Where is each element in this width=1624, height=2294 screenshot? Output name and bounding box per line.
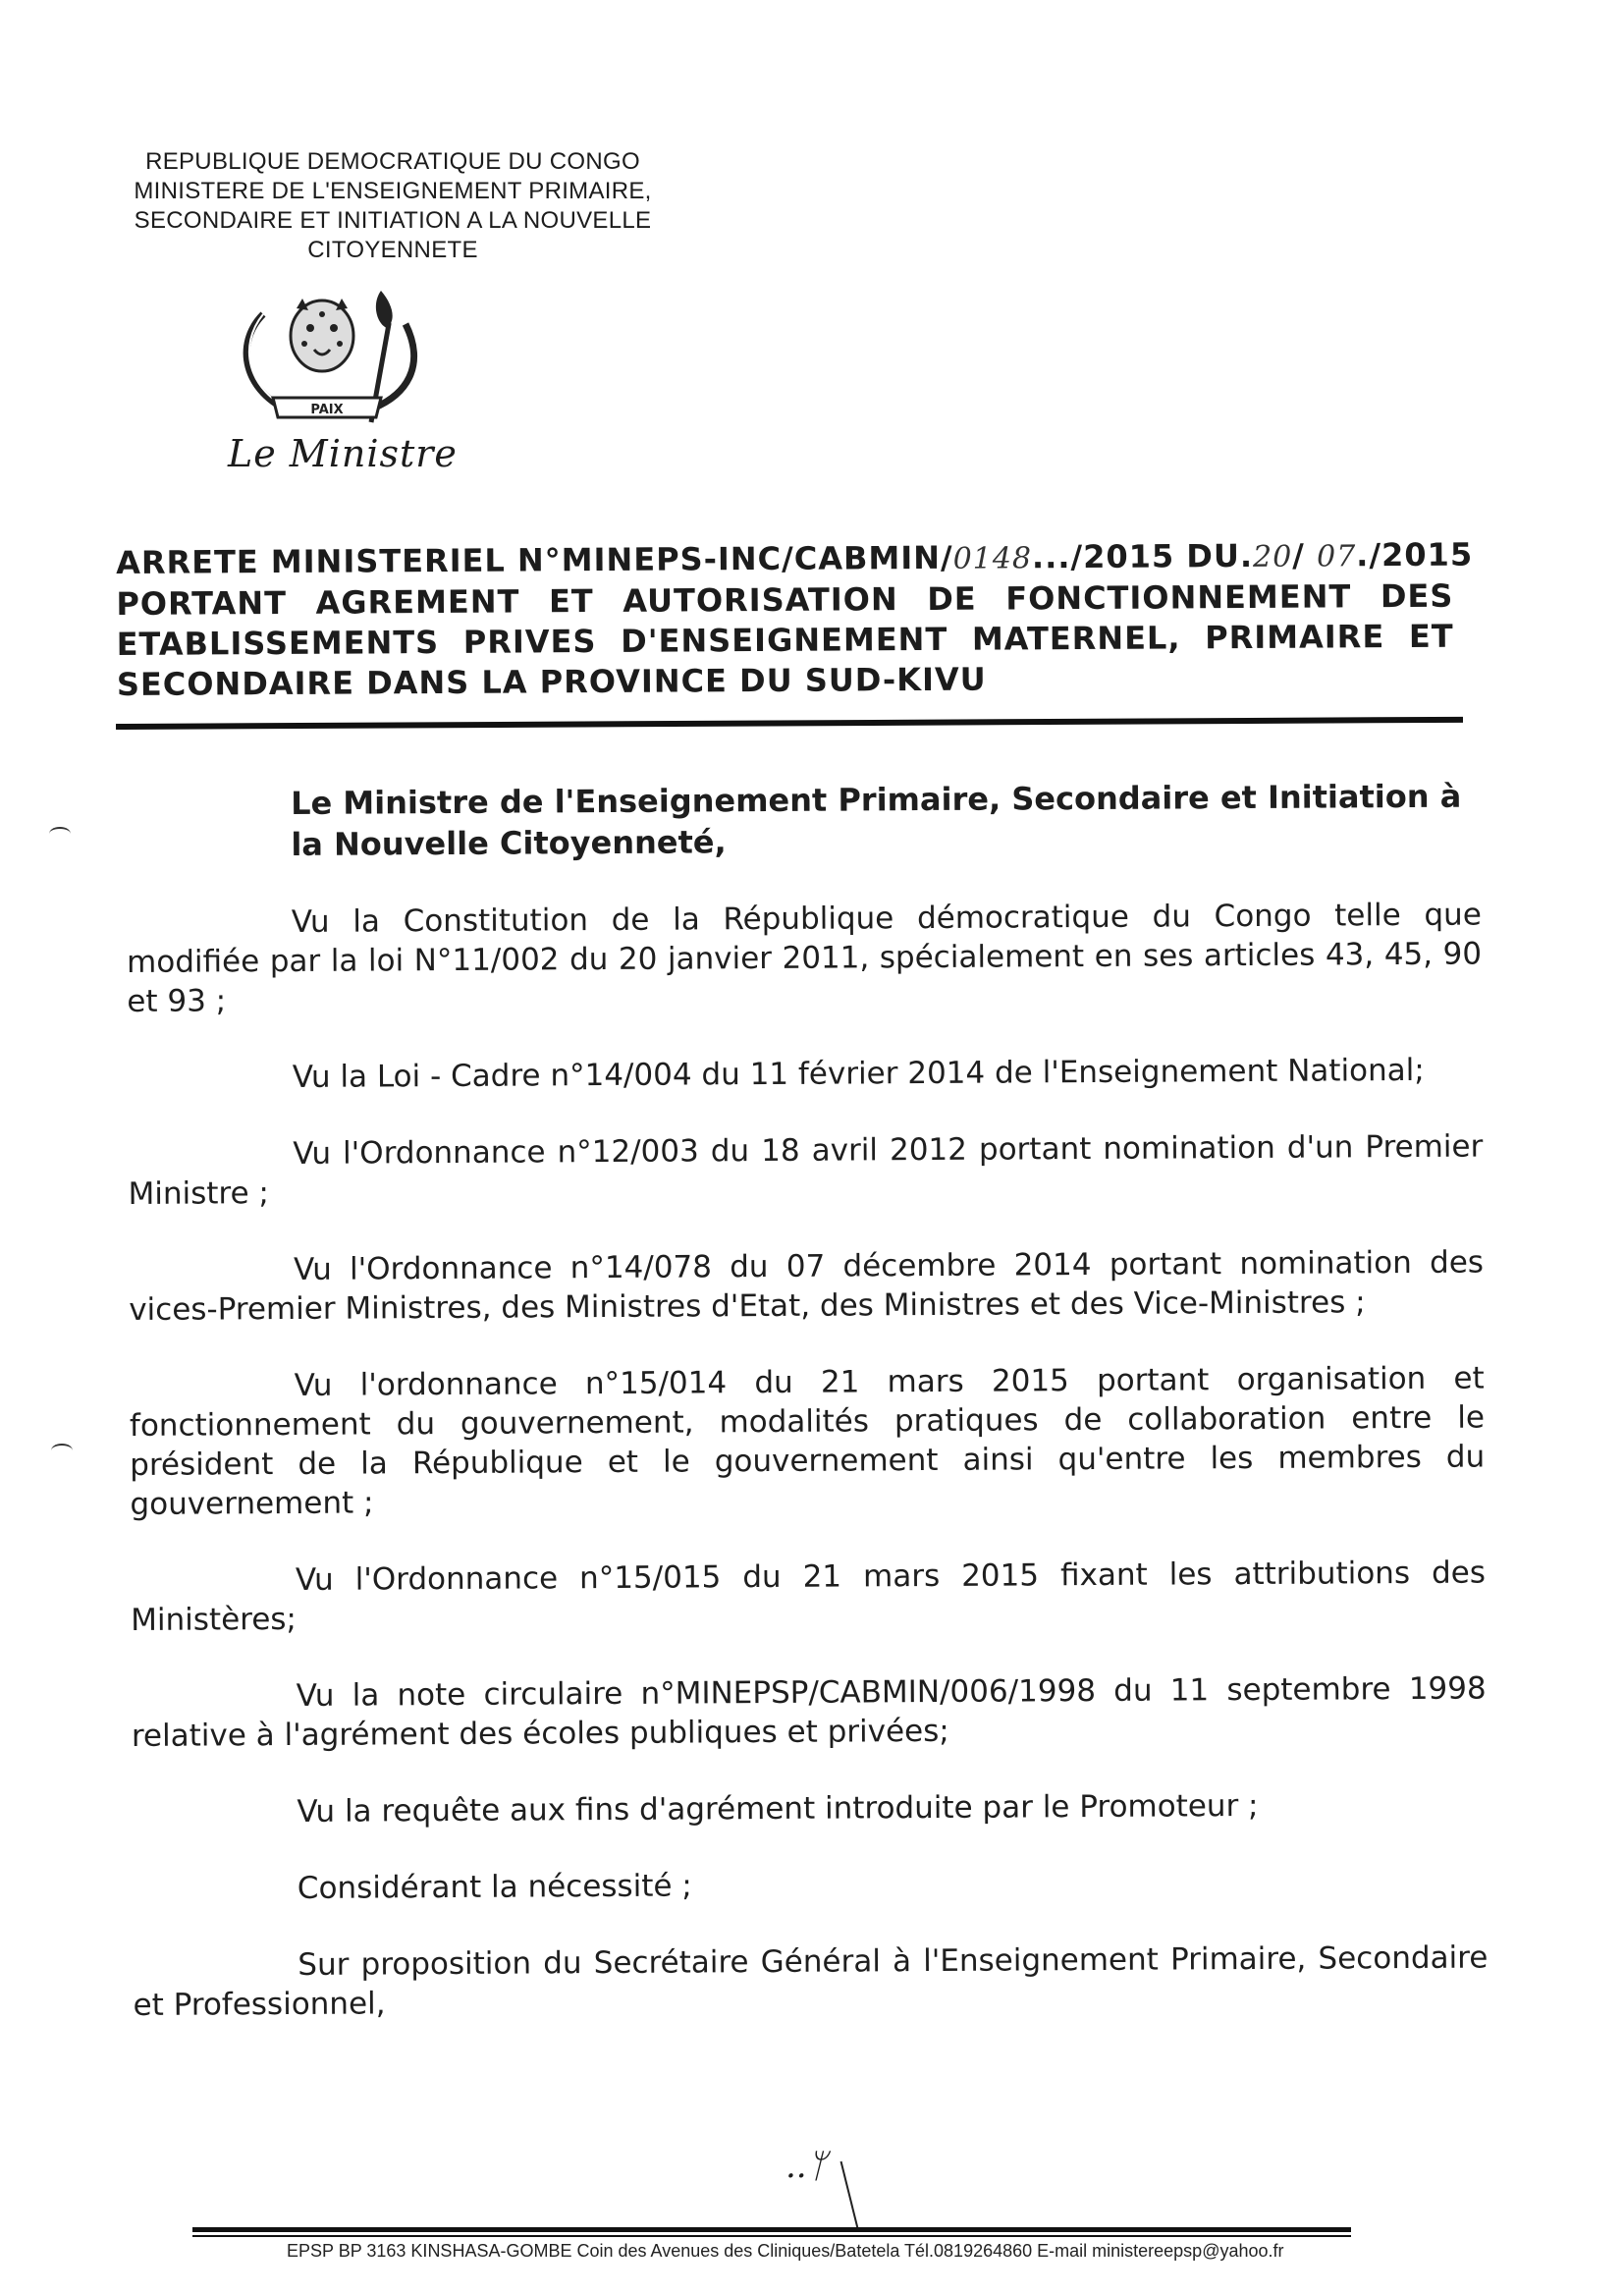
decree-number-handwritten: 0148 xyxy=(952,541,1033,576)
letterhead-line-2: MINISTERE DE L'ENSEIGNEMENT PRIMAIRE, xyxy=(134,178,652,204)
decree-date-sep: / xyxy=(1292,536,1318,574)
decree-month-handwritten: 07 xyxy=(1316,539,1357,574)
decree-title-line-2: PORTANT AGREMENT ET AUTORISATION DE FONCTIONNEMENT DES xyxy=(116,576,1454,623)
footer-address: EPSP BP 3163 KINSHASA-GOMBE Coin des Avenues des Cliniques/Batetela Tél.0819264860 E-mail ministereepsp@yahoo.fr xyxy=(287,2241,1284,2261)
footer-divider xyxy=(192,2227,1351,2232)
margin-mark xyxy=(51,1444,73,1457)
decree-body xyxy=(126,776,1489,2025)
decree-day-handwritten: 20 xyxy=(1252,539,1293,574)
decree-year: ./2015 xyxy=(1356,535,1474,574)
emblem-motto: PAIX xyxy=(310,403,344,417)
considerant-paragraph: Vu l'Ordonnance n°14/078 du 07 décembre 2014 portant nomination des vices-Premier Ministres, des Ministres d'Etat, des Ministres et des Vice-Ministres ; xyxy=(129,1244,1485,1328)
minister-signature-title: Le Ministre xyxy=(228,432,458,475)
letterhead-line-1: REPUBLIQUE DEMOCRATIQUE DU CONGO xyxy=(145,148,640,175)
considerant-paragraph: Vu la Constitution de la République démocratique du Congo telle que modifiée par la loi N°11/002 du 20 janvier 2011, spécialement en ses articles 43, 45, 90 et 93 ; xyxy=(127,897,1483,1019)
decree-title-line-4: SECONDAIRE DANS LA PROVINCE DU SUD-KIVU xyxy=(116,660,987,703)
preamble: Le Ministre de l'Enseignement Primaire, Secondaire et Initiation à la Nouvelle Citoyenneté, xyxy=(291,777,1462,863)
letterhead xyxy=(98,147,687,265)
considerant-paragraph: Considérant la nécessité ; xyxy=(297,1868,692,1906)
considerant-paragraph: Vu l'Ordonnance n°12/003 du 18 avril 2012 portant nomination d'un Premier Ministre ; xyxy=(128,1128,1484,1212)
decree-ref-prefix: ARRETE MINISTERIEL N°MINEPS-INC/CABMIN/ xyxy=(116,538,953,581)
considerant-paragraph: Vu la Loi - Cadre n°14/004 du 11 février 2014 de l'Enseignement National; xyxy=(292,1052,1425,1095)
margin-mark xyxy=(49,827,71,841)
decree-ref-mid: .../2015 DU. xyxy=(1031,536,1254,576)
considerant-paragraph: Vu l'ordonnance n°15/014 du 21 mars 2015 portant organisation et fonctionnement du gouvernement, modalités pratiques de collaboration entre le président de la République et le gouvernement ainsi qu'entre les membres du gouvernement ; xyxy=(129,1360,1486,1522)
title-underline-divider xyxy=(116,717,1463,730)
handwritten-initials: ..ᛘ xyxy=(785,2147,828,2186)
initials-stroke xyxy=(840,2161,859,2228)
considerant-paragraph: Vu l'Ordonnance n°15/015 du 21 mars 2015 fixant les attributions des Ministères; xyxy=(131,1555,1487,1638)
footer-divider-thin xyxy=(192,2235,1351,2237)
considerant-paragraph: Vu la note circulaire n°MINEPSP/CABMIN/006/1998 du 11 septembre 1998 relative à l'agrément des écoles publiques et privées; xyxy=(131,1670,1487,1754)
decree-title-line-3: ETABLISSEMENTS PRIVES D'ENSEIGNEMENT MATERNEL, PRIMAIRE ET xyxy=(116,617,1454,663)
coat-of-arms-emblem xyxy=(224,285,430,432)
considerant-paragraph: Sur proposition du Secrétaire Général à l'Enseignement Primaire, Secondaire et Professionnel, xyxy=(133,1939,1489,2023)
considerant-paragraph: Vu la requête aux fins d'agrément introduite par le Promoteur ; xyxy=(297,1787,1259,1830)
letterhead-line-4: CITOYENNETE xyxy=(307,237,478,263)
letterhead-line-3: SECONDAIRE ET INITIATION A LA NOUVELLE xyxy=(134,207,652,234)
decree-title xyxy=(116,535,1474,705)
